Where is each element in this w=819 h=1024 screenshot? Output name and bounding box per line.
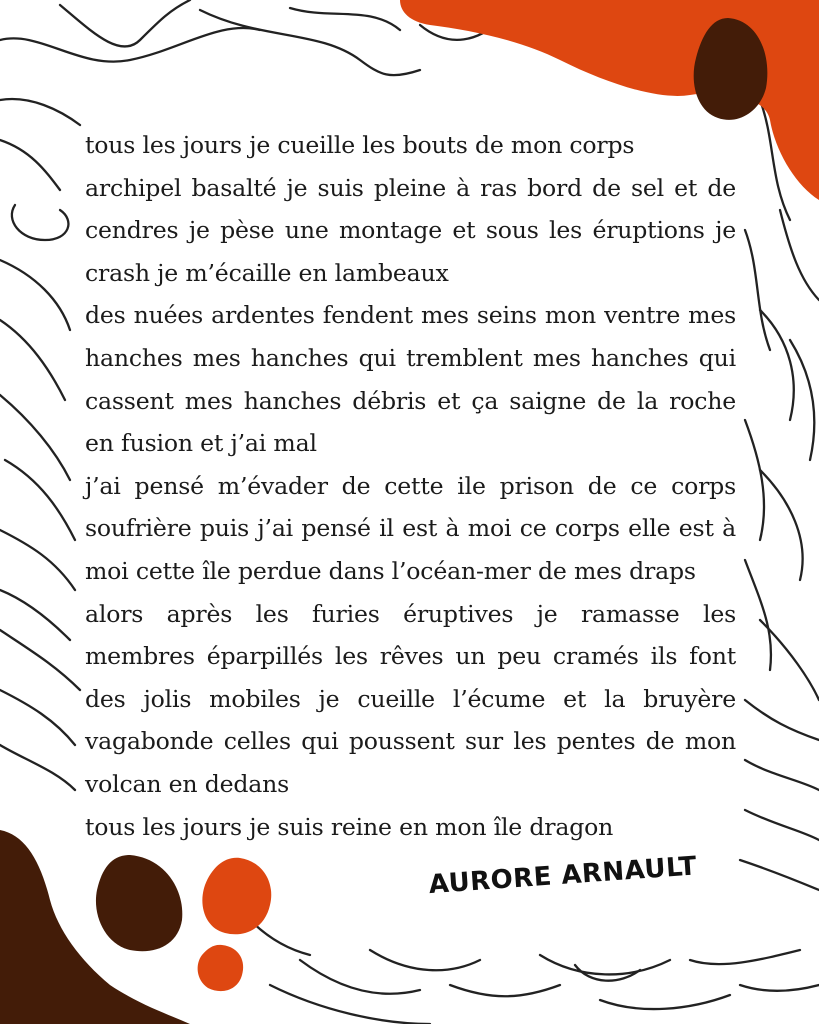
- contour-line: [0, 99, 80, 125]
- contour-line: [12, 205, 69, 240]
- stanza: tous les jours je cueille les bouts de mon corps: [85, 131, 635, 159]
- contour-line: [690, 950, 800, 964]
- poem: [85, 124, 736, 848]
- contour-line: [0, 140, 60, 190]
- contour-line: [0, 590, 70, 640]
- contour-line: [740, 860, 819, 890]
- contour-line: [270, 985, 430, 1024]
- contour-line: [0, 395, 70, 480]
- contour-line: [0, 320, 65, 400]
- contour-line: [0, 745, 75, 790]
- stanza: j’ai pensé m’évader de cette ile prison de ce corps soufrière puis j’ai pensé il est à moi ce corps elle est à moi cette île perdue dans l’océan-mer de mes draps: [85, 471, 736, 585]
- contour-line: [740, 985, 819, 991]
- orange-small-spot-bottom-left: [198, 945, 244, 991]
- contour-line: [745, 760, 819, 790]
- contour-line: [290, 8, 400, 30]
- contour-line: [600, 995, 730, 1009]
- contour-line: [760, 310, 794, 420]
- author-signature: AURORE ARNAULT: [427, 851, 698, 901]
- contour-line: [0, 260, 70, 330]
- stanza: des nuées ardentes fendent mes seins mon ventre mes hanches mes hanches qui tremblent mes hanches qui cassent mes hanches débris et ça saigne de la roche en fusion et j’ai mal: [85, 301, 736, 458]
- brown-spot-bottom-left: [96, 855, 182, 951]
- contour-line: [745, 810, 819, 840]
- contour-line: [745, 420, 764, 540]
- contour-line: [450, 985, 560, 996]
- contour-line: [760, 470, 803, 580]
- stanza: archipel basalté je suis pleine à ras bord de sel et de cendres je pèse une montage et sous les éruptions je crash je m’écaille en lambeaux: [85, 173, 736, 287]
- stanza: alors après les furies éruptives je ramasse les membres éparpillés les rêves un peu cramés ils font des jolis mobiles je cueille l’écume et la bruyère vagabonde celles qui poussent sur les pentes de mon volcan en dedans: [85, 599, 736, 798]
- contour-line: [200, 10, 420, 75]
- stanza: tous les jours je suis reine en mon île dragon: [85, 812, 614, 841]
- contour-line: [250, 920, 310, 955]
- contour-line: [540, 955, 670, 974]
- contour-line: [745, 700, 819, 740]
- contour-line: [0, 530, 75, 590]
- orange-spot-bottom-left: [202, 858, 271, 934]
- contour-line: [745, 230, 770, 350]
- contour-line: [60, 0, 190, 47]
- contour-line: [0, 690, 75, 745]
- contour-line: [370, 950, 480, 970]
- contour-line: [745, 560, 771, 670]
- contour-line: [780, 210, 819, 300]
